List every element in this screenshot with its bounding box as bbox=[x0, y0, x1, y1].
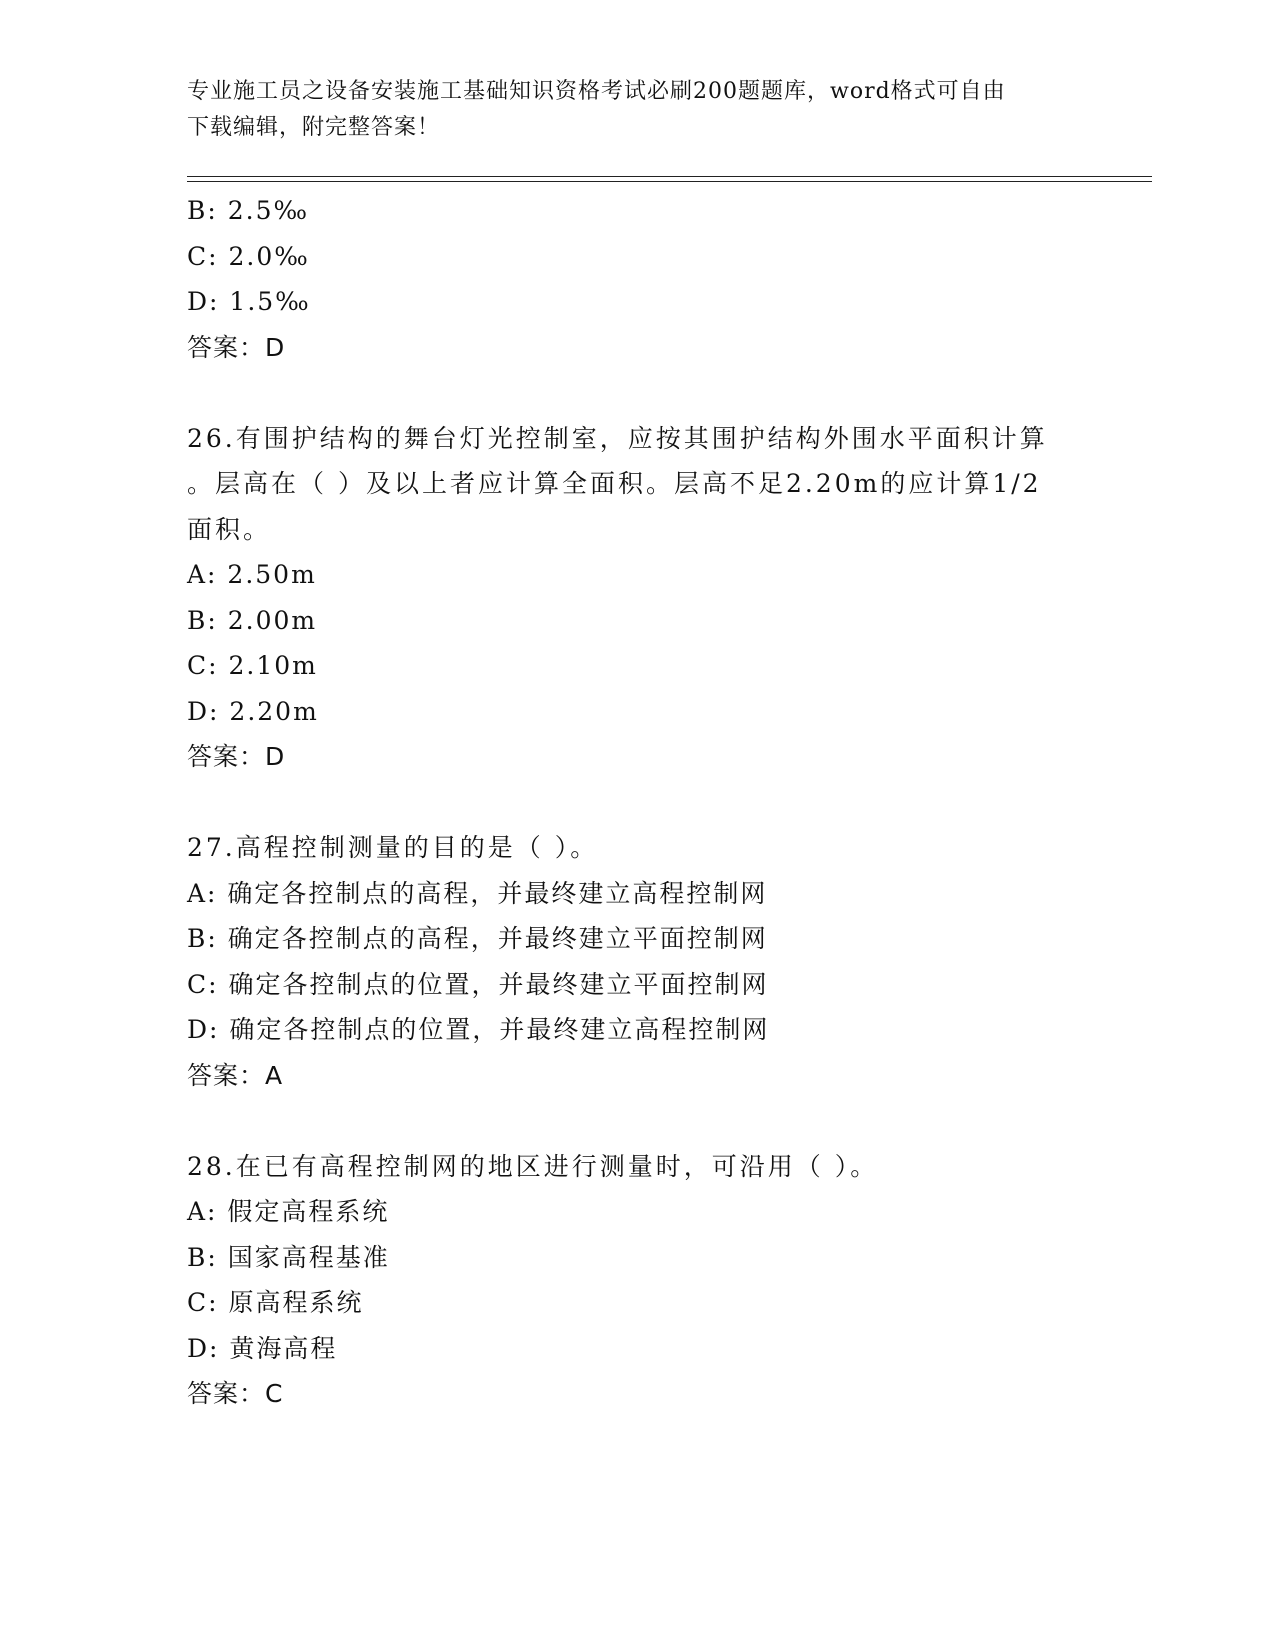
option-c: C: 2.0‰ bbox=[187, 241, 310, 271]
answer-line: 答案：D bbox=[187, 332, 286, 362]
option-a: A: 假定高程系统 bbox=[187, 1197, 390, 1226]
question-stem-line: 。层高在（ ）及以上者应计算全面积。层高不足2.20m的应计算1/2 bbox=[187, 469, 1042, 498]
option-c: C: 2.10m bbox=[187, 651, 318, 680]
question-content bbox=[187, 188, 1087, 1417]
spacer bbox=[187, 1098, 1087, 1144]
header-title-line-2: 下载编辑，附完整答案！ bbox=[187, 115, 441, 140]
question-28 bbox=[187, 1144, 1087, 1417]
answer-line: 答案：A bbox=[187, 1060, 284, 1090]
carryover-question bbox=[187, 188, 1087, 370]
spacer bbox=[187, 780, 1087, 826]
option-b: B: 确定各控制点的高程，并最终建立平面控制网 bbox=[187, 924, 768, 953]
header-divider-bottom bbox=[187, 181, 1152, 182]
answer-line: 答案：C bbox=[187, 1379, 284, 1408]
option-b: B: 国家高程基准 bbox=[187, 1242, 390, 1272]
option-d: D: 1.5‰ bbox=[187, 287, 311, 316]
option-a: A: 确定各控制点的高程，并最终建立高程控制网 bbox=[187, 878, 768, 908]
question-stem-line: 面积。 bbox=[187, 514, 272, 544]
question-26 bbox=[187, 416, 1087, 780]
option-c: C: 确定各控制点的位置，并最终建立平面控制网 bbox=[187, 969, 769, 999]
spacer bbox=[187, 370, 1087, 416]
option-d: D: 2.20m bbox=[187, 696, 319, 726]
document-header bbox=[187, 74, 1067, 146]
question-stem: 27.高程控制测量的目的是（ ）。 bbox=[187, 833, 599, 862]
option-b: B: 2.00m bbox=[187, 605, 318, 635]
answer-line: 答案：D bbox=[187, 742, 286, 771]
option-a: A: 2.50m bbox=[187, 560, 317, 589]
header-title-line-1: 专业施工员之设备安装施工基础知识资格考试必刷200题题库，word格式可自由 bbox=[187, 79, 1006, 104]
question-27 bbox=[187, 825, 1087, 1098]
option-d: D: 黄海高程 bbox=[187, 1333, 338, 1363]
question-stem: 28.在已有高程控制网的地区进行测量时，可沿用（ ）。 bbox=[187, 1151, 879, 1181]
question-stem-line: 26.有围护结构的舞台灯光控制室，应按其围护结构外围水平面积计算 bbox=[187, 423, 1048, 453]
header-divider-top bbox=[187, 176, 1152, 177]
option-d: D: 确定各控制点的位置，并最终建立高程控制网 bbox=[187, 1015, 770, 1044]
option-c: C: 原高程系统 bbox=[187, 1288, 364, 1317]
option-b: B: 2.5‰ bbox=[187, 196, 310, 225]
